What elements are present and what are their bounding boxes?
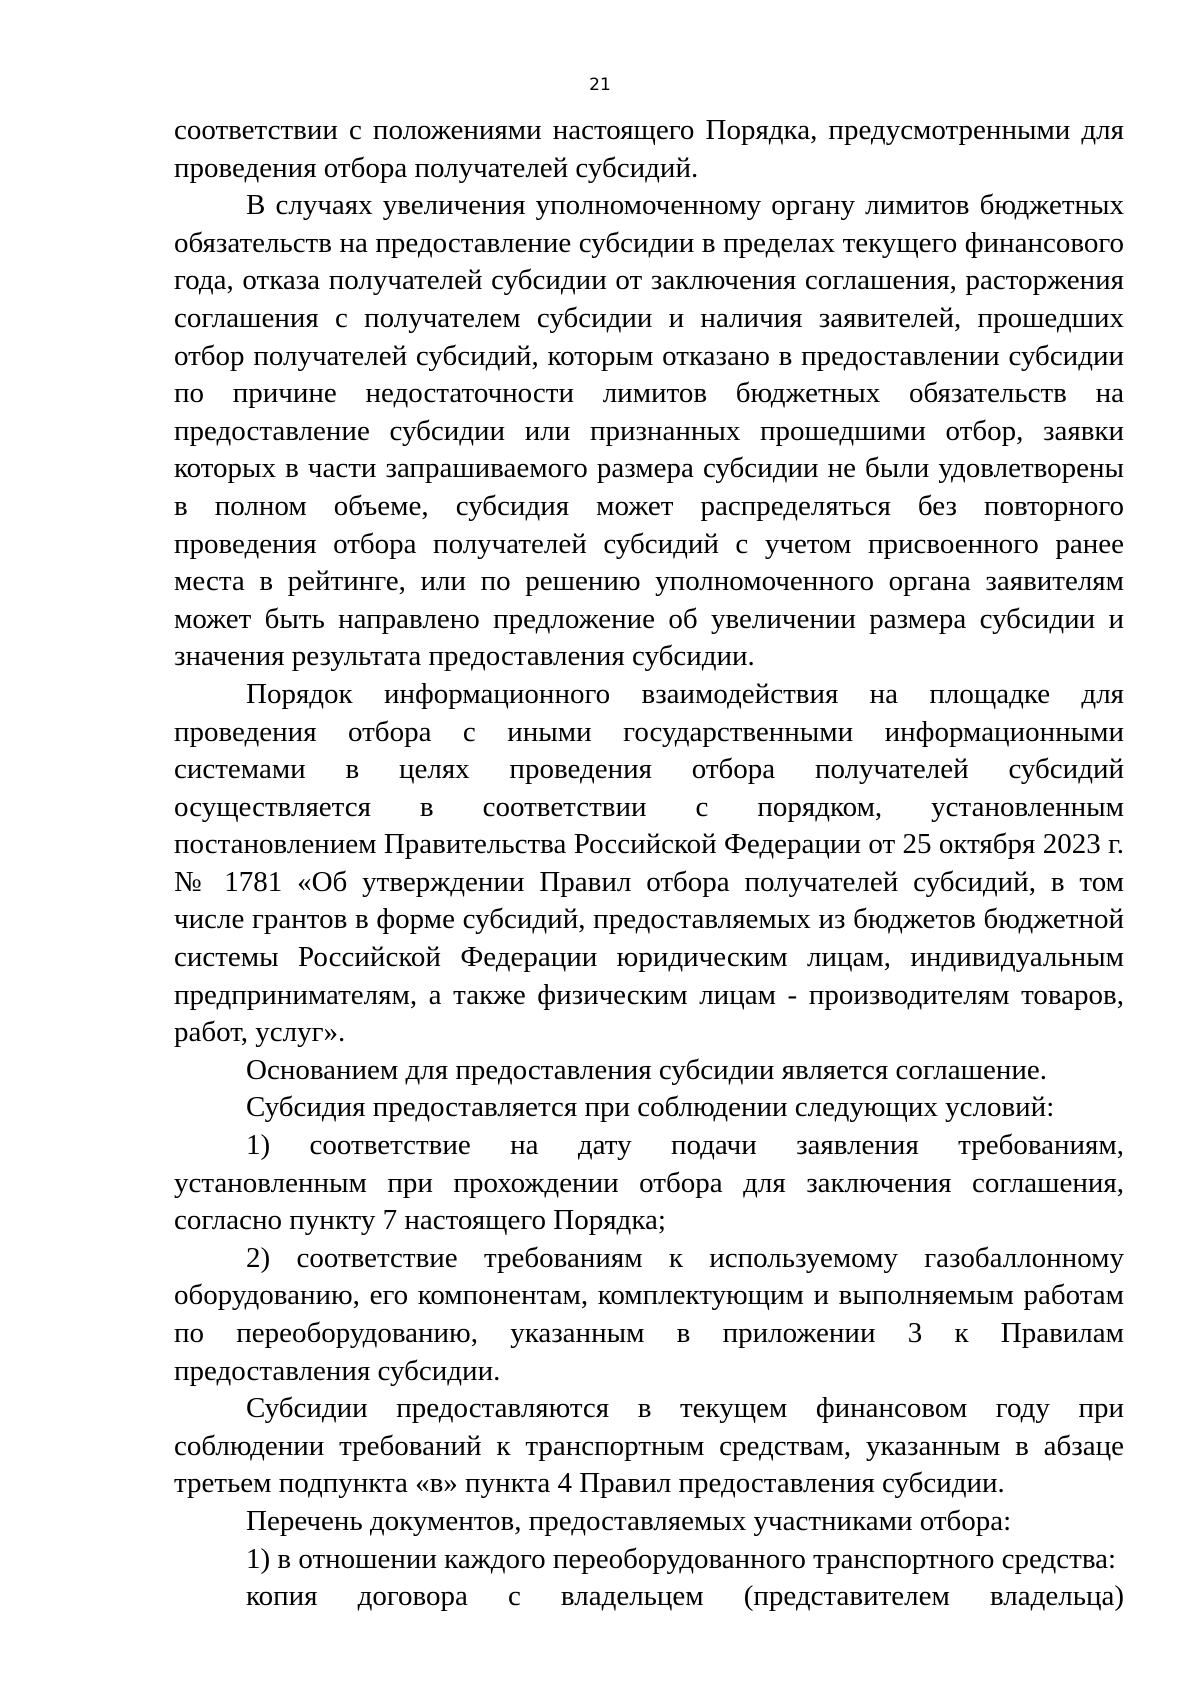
list-item-condition-1: 1) соответствие на дату подачи заявления требованиям, установленным при прохождении отбора для заключения соглашения, согласно пункту 7 настоящего Порядка; [174,1129,1124,1237]
paragraph-information-interaction: Порядок информационного взаимодействия на площадке для проведения отбора с иными государственными информационными системами в целях проведения отбора получателей субсидий осуществляется в соответствии с порядком, установленным постановлением Правительства Российской Федерации от 25 октября 2023 г. № 1781 «Об утверждении Правил отбора получателей субсидий, в том числе грантов в форме субсидий, предоставляемых из бюджетов бюджетной системы Российской Федерации юридическим лицам, индивидуальным предпринимателям, а также физическим лицам - производителям товаров, работ, услуг». [174,677,1124,1049]
document-body [174,112,1124,1616]
paragraph-conditions: Субсидия предоставляется при соблюдении следующих условий: [246,1091,1055,1124]
list-item-documents-1: 1) в отношении каждого переоборудованного транспортного средства: [246,1542,1117,1575]
paragraph-vehicle-requirements: Субсидии предоставляются в текущем финансовом году при соблюдении требований к транспортным средствам, указанным в абзаце третьем подпункта «в» пункта 4 Правил предоставления субсидии. [174,1392,1124,1500]
paragraph-continuation: соответствии с положениями настоящего Порядка, предусмотренными для проведения отбора получателей субсидий. [174,114,1124,184]
paragraph-budget-limits: В случаях увеличения уполномоченному органу лимитов бюджетных обязательств на предоставление субсидии в пределах текущего финансового года, отказа получателей субсидии от заключения соглашения, расторжения соглашения с получателем субсидии и наличия заявителей, прошедших отбор получателей субсидий, которым отказано в предоставлении субсидии по причине недостаточности лимитов бюджетных обязательств на предоставление субсидии или признанных прошедшими отбор, заявки которых в части запрашиваемого размера субсидии не были удовлетворены в полном объеме, субсидия может распределяться без повторного проведения отбора получателей субсидий с учетом присвоенного ранее места в рейтинге, или по решению уполномоченного органа заявителям может быть направлено предложение об увеличении размера субсидии и значения результата предоставления субсидии. [174,189,1124,673]
page-number: 21 [589,75,611,95]
list-item-condition-2: 2) соответствие требованиям к используемому газобаллонному оборудованию, его компонентам, комплектующим и выполняемым работам по переоборудованию, указанным в приложении 3 к Правилам предоставления субсидии. [174,1241,1124,1387]
paragraph-documents-list: Перечень документов, предоставляемых участниками отбора: [246,1504,1012,1537]
paragraph-basis: Основанием для предоставления субсидии является соглашение. [246,1053,1047,1086]
paragraph-contract-copy: копия договора с владельцем (представителем владельца) [246,1580,1124,1613]
